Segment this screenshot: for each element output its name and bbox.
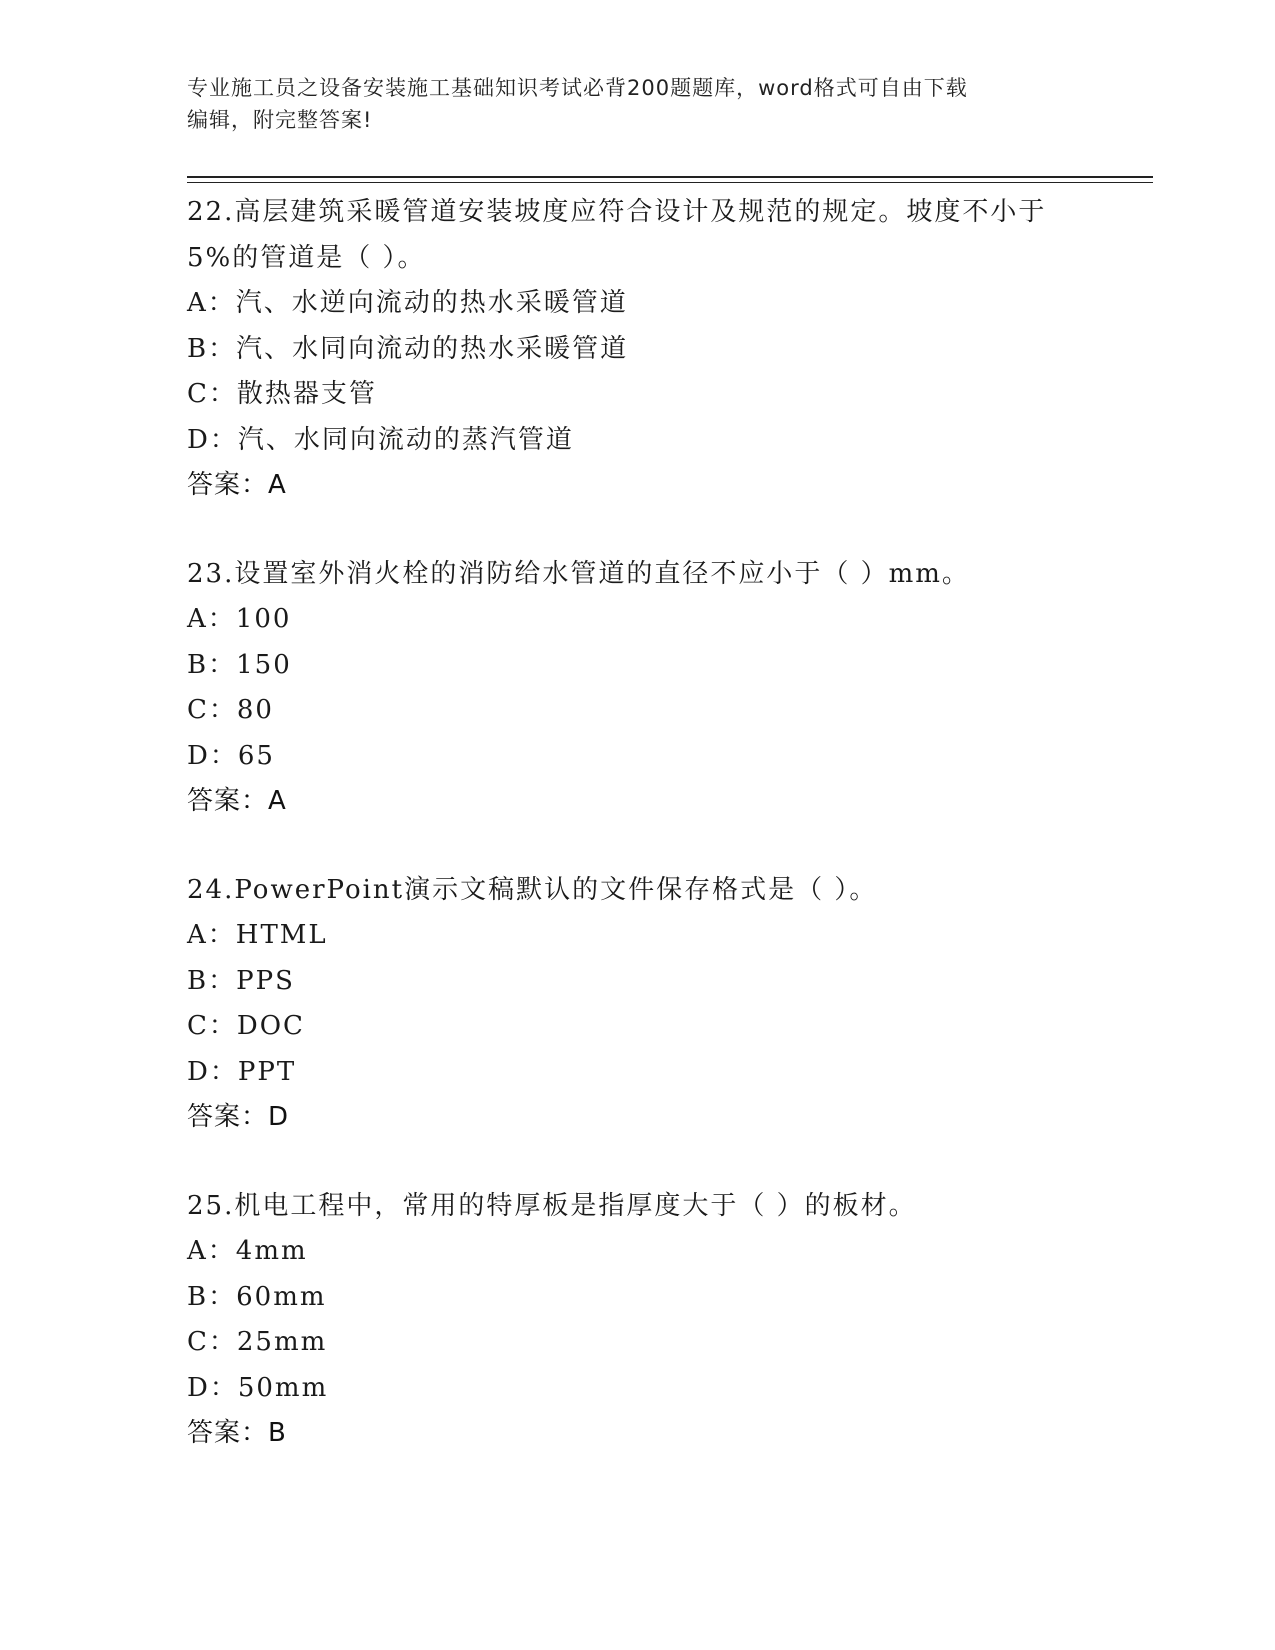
answer-label: 答案：A bbox=[187, 470, 287, 500]
question-stem-continued: 5%的管道是（ ）。 bbox=[187, 242, 426, 273]
question-stem: 23.设置室外消火栓的消防给水管道的直径不应小于（ ）mm。 bbox=[187, 558, 970, 589]
header-line-1: 专业施工员之设备安装施工基础知识考试必背200题题库，word格式可自由下载 bbox=[187, 76, 968, 100]
question-list bbox=[187, 190, 1087, 1500]
option-b: B：60mm bbox=[187, 1281, 327, 1312]
option-d: D：65 bbox=[187, 740, 275, 771]
option-d: D：PPT bbox=[187, 1056, 297, 1087]
header-divider bbox=[187, 176, 1153, 178]
question-stem: 22.高层建筑采暖管道安装坡度应符合设计及规范的规定。坡度不小于 bbox=[187, 197, 1047, 227]
document-header bbox=[187, 72, 1067, 136]
option-c: C：DOC bbox=[187, 1011, 305, 1041]
option-d: D：50mm bbox=[187, 1372, 329, 1403]
question-22 bbox=[187, 190, 1087, 509]
question-stem: 25.机电工程中，常用的特厚板是指厚度大于（ ）的板材。 bbox=[187, 1190, 917, 1221]
answer-label: 答案：D bbox=[187, 1102, 290, 1132]
question-25 bbox=[187, 1184, 1087, 1457]
question-stem: 24.PowerPoint演示文稿默认的文件保存格式是（ ）。 bbox=[187, 874, 878, 905]
option-a: A：HTML bbox=[187, 920, 328, 950]
option-b: B：汽、水同向流动的热水采暖管道 bbox=[187, 333, 629, 364]
option-b: B：PPS bbox=[187, 965, 295, 996]
answer-label: 答案：A bbox=[187, 786, 287, 816]
option-a: A：汽、水逆向流动的热水采暖管道 bbox=[187, 288, 628, 318]
question-23 bbox=[187, 552, 1087, 825]
header-divider-thin bbox=[187, 182, 1153, 183]
answer-label: 答案：B bbox=[187, 1418, 287, 1448]
option-b: B：150 bbox=[187, 649, 292, 680]
option-d: D：汽、水同向流动的蒸汽管道 bbox=[187, 424, 574, 455]
option-c: C：散热器支管 bbox=[187, 379, 377, 409]
option-c: C：80 bbox=[187, 695, 274, 725]
option-c: C：25mm bbox=[187, 1327, 328, 1357]
header-line-2: 编辑，附完整答案! bbox=[187, 108, 373, 132]
option-a: A：4mm bbox=[187, 1236, 308, 1266]
question-24 bbox=[187, 868, 1087, 1141]
option-a: A：100 bbox=[187, 604, 292, 634]
